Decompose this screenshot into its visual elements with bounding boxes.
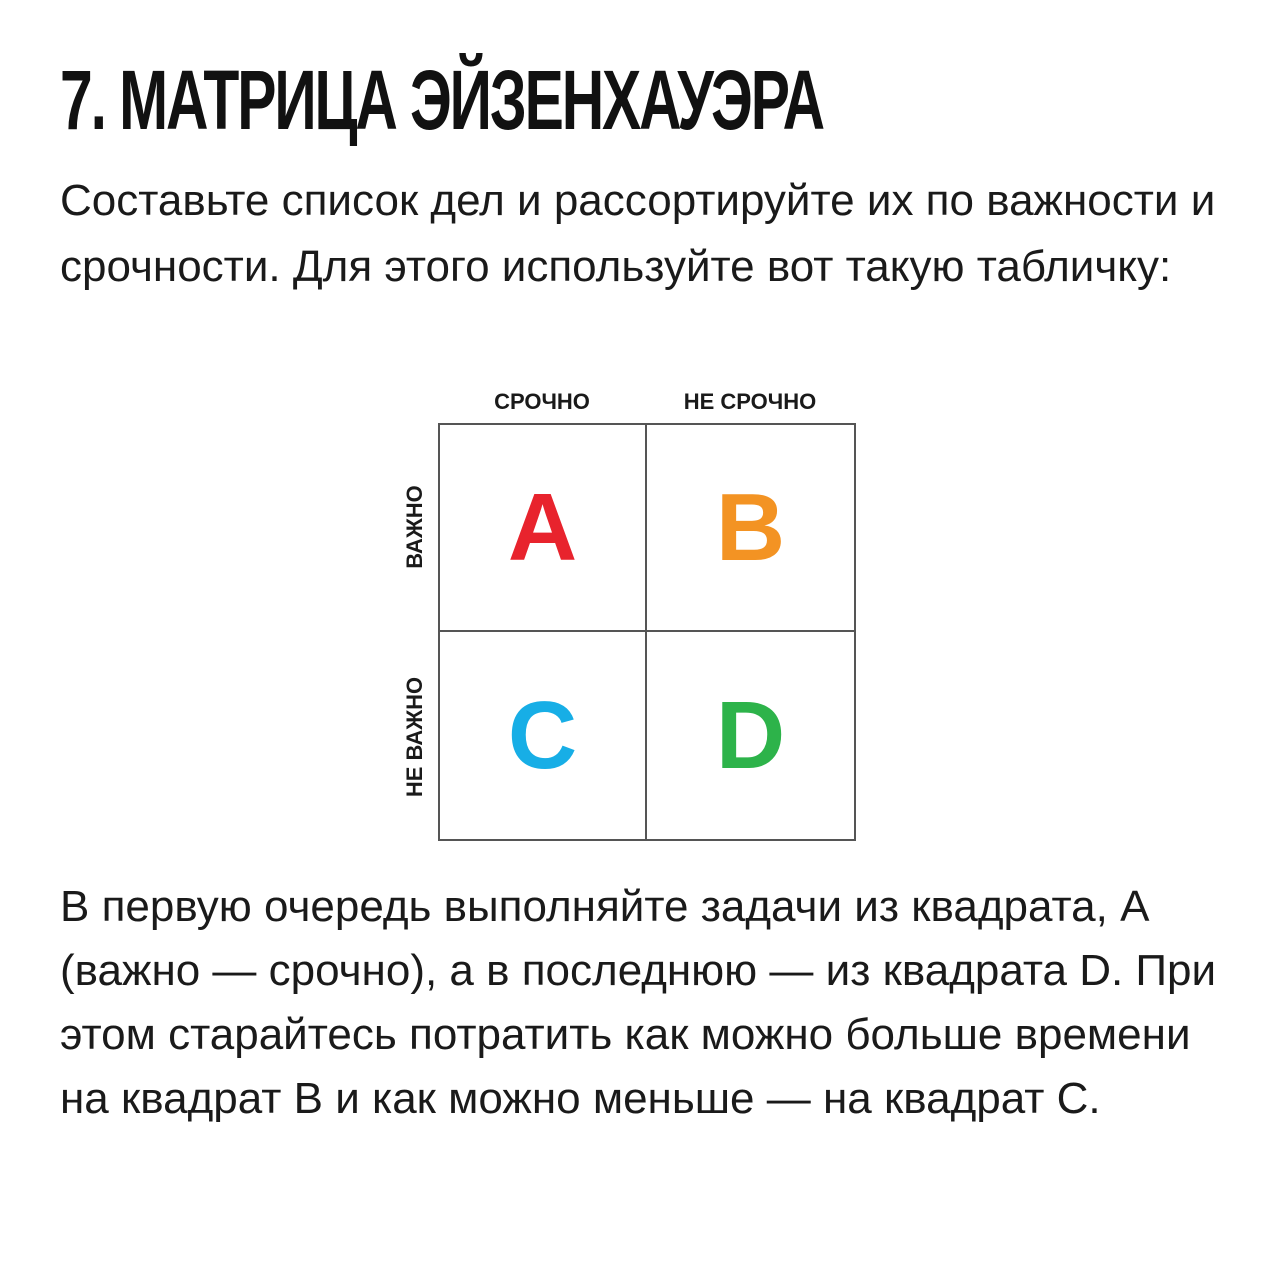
row-label-important: ВАЖНО	[402, 485, 427, 569]
outro-paragraph: В первую очередь выполняйте задачи из квадрата, А (важно — срочно), а в последнюю — из квадрата D. При этом старайтесь потратить как можно больше времени на квадрат В и как можно меньше — на квадрат С.	[60, 882, 1217, 1123]
quadrant-b: B	[647, 425, 854, 632]
intro-paragraph: Составьте список дел и рассортируйте их по важности и срочности. Для этого используйте вот такую табличку:	[60, 176, 1216, 291]
row-label-not-important: НЕ ВАЖНО	[402, 676, 427, 798]
col-label-not-urgent: НЕ СРОЧНО	[683, 389, 817, 414]
quadrant-d: D	[715, 681, 786, 789]
quadrant-a: A	[440, 425, 647, 632]
col-label-urgent: СРОЧНО	[494, 389, 590, 414]
page-title: 7. МАТРИЦА ЭЙЗЕНХАУЭРА	[60, 53, 824, 147]
quadrant-c: C	[440, 632, 647, 839]
matrix-grid	[438, 423, 856, 841]
